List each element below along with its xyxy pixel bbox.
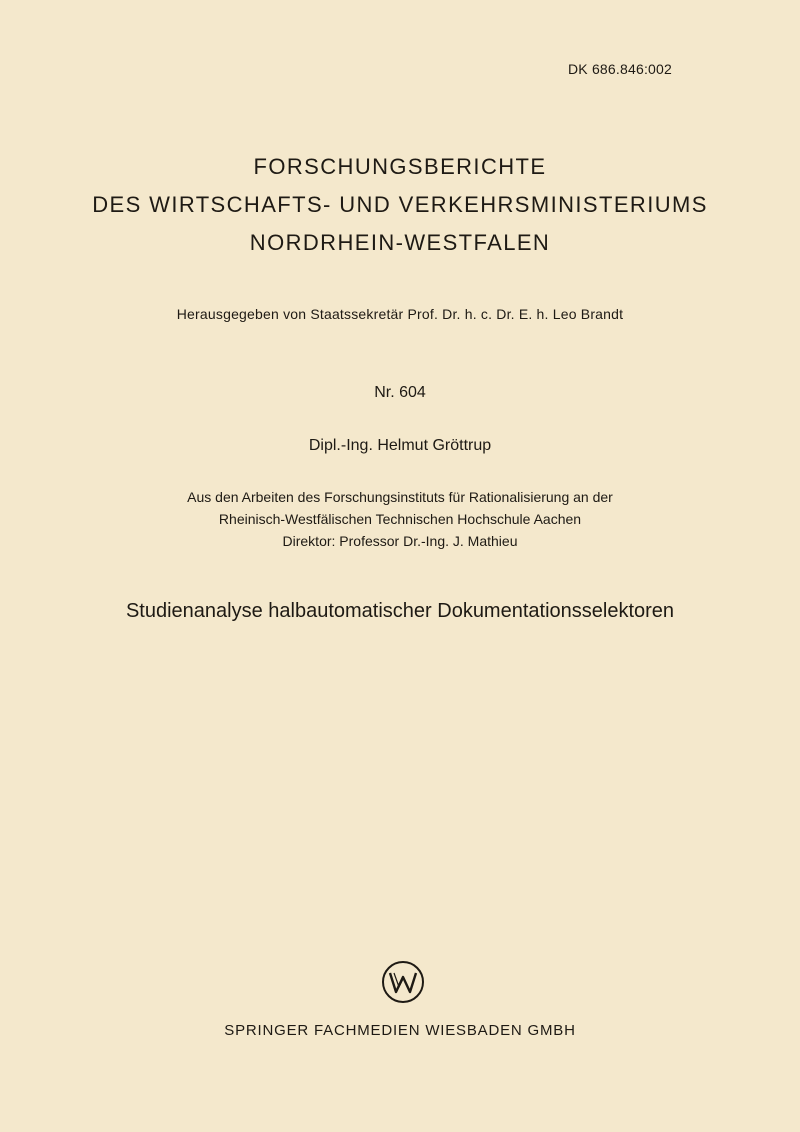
- volume-number: Nr. 604: [374, 384, 426, 401]
- series-title-line-3: NORDRHEIN-WESTFALEN: [249, 230, 551, 255]
- series-title: [0, 148, 800, 262]
- series-title-line-2: DES WIRTSCHAFTS- UND VERKEHRSMINISTERIUMS: [92, 192, 708, 217]
- springer-fachmedien-logo-icon: [381, 960, 425, 1004]
- affiliation-line-1: Aus den Arbeiten des Forschungsinstituts für Rationalisierung an der: [187, 489, 613, 505]
- series-title-line-1: FORSCHUNGSBERICHTE: [253, 154, 547, 179]
- publisher-name: SPRINGER FACHMEDIEN WIESBADEN GMBH: [224, 1022, 576, 1039]
- author-name: Dipl.-Ing. Helmut Gröttrup: [308, 437, 492, 454]
- affiliation-line-2: Rheinisch-Westfälischen Technischen Hochschule Aachen: [218, 511, 582, 527]
- editor-line: Herausgegeben von Staatssekretär Prof. Dr. h. c. Dr. E. h. Leo Brandt: [176, 306, 624, 322]
- affiliation-line-3: Direktor: Professor Dr.-Ing. J. Mathieu: [282, 533, 518, 549]
- classification-code: DK 686.846:002: [568, 61, 672, 77]
- affiliation: [0, 486, 800, 552]
- book-title: Studienanalyse halbautomatischer Dokumentationsselektoren: [125, 600, 675, 622]
